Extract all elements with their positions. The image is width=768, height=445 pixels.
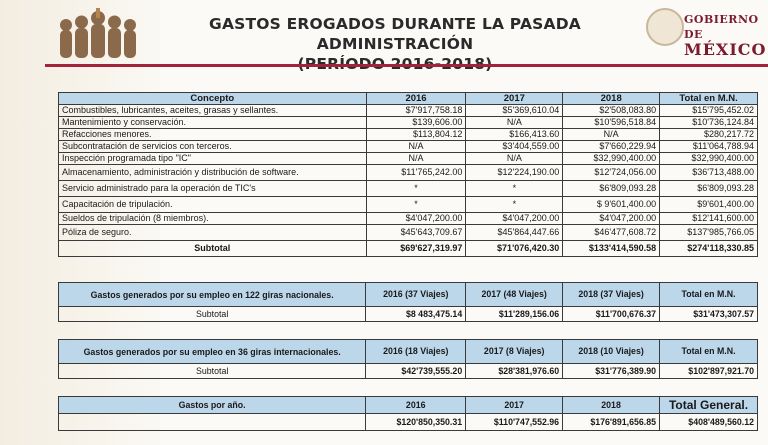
subtotal-label: Subtotal: [59, 307, 366, 322]
value-cell: $7'917,758.18: [366, 105, 466, 117]
table-row: [59, 213, 758, 225]
table-header-row: [59, 397, 758, 414]
table-header-row: [59, 93, 758, 105]
value-cell: $139,606.00: [366, 117, 466, 129]
international-description: Gastos generados por su empleo en 36 giras internacionales.: [59, 340, 366, 364]
year-total-value: $176'891,656.85: [563, 414, 660, 431]
gobierno-logo: [684, 12, 768, 57]
header-2018: 2018: [563, 397, 660, 414]
subtotal-value: $133'414,590.58: [563, 241, 660, 257]
table-row: [59, 105, 758, 117]
heroes-logo-icon: [58, 8, 150, 58]
header-concepto: Concepto: [59, 93, 367, 105]
totals-row: [59, 414, 758, 431]
table-header-row: [59, 340, 758, 364]
value-cell: *: [466, 181, 563, 197]
subtotal-value: $71'076,420.30: [466, 241, 563, 257]
value-cell: $4'047,200.00: [366, 213, 466, 225]
value-cell: $32,990,400.00: [563, 153, 660, 165]
concept-cell: Mantenimiento y conservación.: [59, 117, 367, 129]
header-2018: 2018 (37 Viajes): [563, 283, 660, 307]
value-cell: *: [366, 197, 466, 213]
value-cell: *: [366, 181, 466, 197]
subtotal-value: $11'700,676.37: [563, 307, 660, 322]
table-header-row: [59, 283, 758, 307]
concept-cell: Refacciones menores.: [59, 129, 367, 141]
yearly-totals-table: [58, 396, 758, 431]
value-cell: $4'047,200.00: [563, 213, 660, 225]
gob-line-1: GOBIERNO DE: [684, 13, 759, 41]
subtotal-value: $69'627,319.97: [366, 241, 466, 257]
value-cell: $10'596,518.84: [563, 117, 660, 129]
header-2018: 2018 (10 Viajes): [563, 340, 660, 364]
header-total-general: Total General.: [660, 397, 758, 414]
concept-cell: Póliza de seguro.: [59, 225, 367, 241]
value-cell: N/A: [366, 141, 466, 153]
table-row: [59, 129, 758, 141]
value-cell: $36'713,488.00: [660, 165, 758, 181]
value-cell: N/A: [366, 153, 466, 165]
subtotal-value: $31'473,307.57: [660, 307, 758, 322]
value-cell: $46'477,608.72: [563, 225, 660, 241]
grand-total-value: $408'489,560.12: [660, 414, 758, 431]
value-cell: $11'765,242.00: [366, 165, 466, 181]
value-cell: $137'985,766.05: [660, 225, 758, 241]
header-2017: 2017: [466, 397, 563, 414]
value-cell: $45'643,709.67: [366, 225, 466, 241]
header-2016: 2016: [366, 93, 466, 105]
value-cell: $32,990,400.00: [660, 153, 758, 165]
value-cell: N/A: [466, 117, 563, 129]
value-cell: N/A: [466, 153, 563, 165]
concept-cell: Almacenamiento, administración y distribución de software.: [59, 165, 367, 181]
value-cell: $9'601,400.00: [660, 197, 758, 213]
subtotal-value: $28'381,976.60: [466, 364, 563, 379]
concept-cell: Subcontratación de servicios con terceros.: [59, 141, 367, 153]
value-cell: N/A: [563, 129, 660, 141]
subtotal-value: $102'897,921.70: [660, 364, 758, 379]
concept-cell: Sueldos de tripulación (8 miembros).: [59, 213, 367, 225]
value-cell: $3'404,559.00: [466, 141, 563, 153]
concept-cell: Capacitación de tripulación.: [59, 197, 367, 213]
year-total-value: $110'747,552.96: [466, 414, 563, 431]
subtotal-value: $8 483,475.14: [366, 307, 466, 322]
value-cell: *: [466, 197, 563, 213]
value-cell: $7'660,229.94: [563, 141, 660, 153]
table-row: [59, 153, 758, 165]
value-cell: $113,804.12: [366, 129, 466, 141]
header-2016: 2016: [366, 397, 466, 414]
value-cell: $45'864,447.66: [466, 225, 563, 241]
value-cell: $15'795,452.02: [660, 105, 758, 117]
table-row: [59, 225, 758, 241]
value-cell: $11'064,788.94: [660, 141, 758, 153]
header-2016: 2016 (18 Viajes): [366, 340, 466, 364]
header-total: Total en M.N.: [660, 340, 758, 364]
header-2016: 2016 (37 Viajes): [366, 283, 466, 307]
header-2018: 2018: [563, 93, 660, 105]
expenses-table: [58, 92, 758, 257]
value-cell: $166,413.60: [466, 129, 563, 141]
value-cell: $5'369,610.04: [466, 105, 563, 117]
table-row: [59, 117, 758, 129]
subtotal-value: $11'289,156.06: [466, 307, 563, 322]
header-total: Total en M.N.: [660, 283, 758, 307]
value-cell: $280,217.72: [660, 129, 758, 141]
value-cell: $10'736,124.84: [660, 117, 758, 129]
title-line-1: GASTOS EROGADOS DURANTE LA PASADA ADMINISTRACIÓN: [209, 15, 581, 53]
header-2017: 2017 (48 Viajes): [466, 283, 563, 307]
gob-line-2: MÉXICO: [684, 40, 767, 59]
subtotal-row: [59, 307, 758, 322]
yearly-description: Gastos por año.: [59, 397, 366, 414]
value-cell: $12'724,056.00: [563, 165, 660, 181]
subtotal-value: $31'776,389.90: [563, 364, 660, 379]
table-row: [59, 197, 758, 213]
concept-cell: Combustibles, lubricantes, aceites, grasas y sellantes.: [59, 105, 367, 117]
table-row: [59, 181, 758, 197]
value-cell: $6'809,093.28: [660, 181, 758, 197]
empty-cell: [59, 414, 366, 431]
header-total: Total en M.N.: [660, 93, 758, 105]
divider-line: [45, 64, 768, 67]
concept-cell: Inspección programada tipo "IC": [59, 153, 367, 165]
national-trips-table: [58, 282, 758, 322]
subtotal-label: Subtotal: [59, 364, 366, 379]
year-total-value: $120'850,350.31: [366, 414, 466, 431]
table-row: [59, 165, 758, 181]
subtotal-row: [59, 364, 758, 379]
international-trips-table: [58, 339, 758, 379]
header-2017: 2017: [466, 93, 563, 105]
concept-cell: Servicio administrado para la operación de TIC's: [59, 181, 367, 197]
value-cell: $ 9'601,400.00: [563, 197, 660, 213]
header-2017: 2017 (8 Viajes): [466, 340, 563, 364]
value-cell: $6'809,093.28: [563, 181, 660, 197]
subtotal-row: [59, 241, 758, 257]
value-cell: $4'047,200.00: [466, 213, 563, 225]
national-seal-icon: [646, 8, 684, 46]
table-row: [59, 141, 758, 153]
national-description: Gastos generados por su empleo en 122 giras nacionales.: [59, 283, 366, 307]
value-cell: $12'224,190.00: [466, 165, 563, 181]
subtotal-value: $42'739,555.20: [366, 364, 466, 379]
value-cell: $12'141,600.00: [660, 213, 758, 225]
value-cell: $2'508,083.80: [563, 105, 660, 117]
subtotal-value: $274'118,330.85: [660, 241, 758, 257]
subtotal-label: Subtotal: [59, 241, 367, 257]
